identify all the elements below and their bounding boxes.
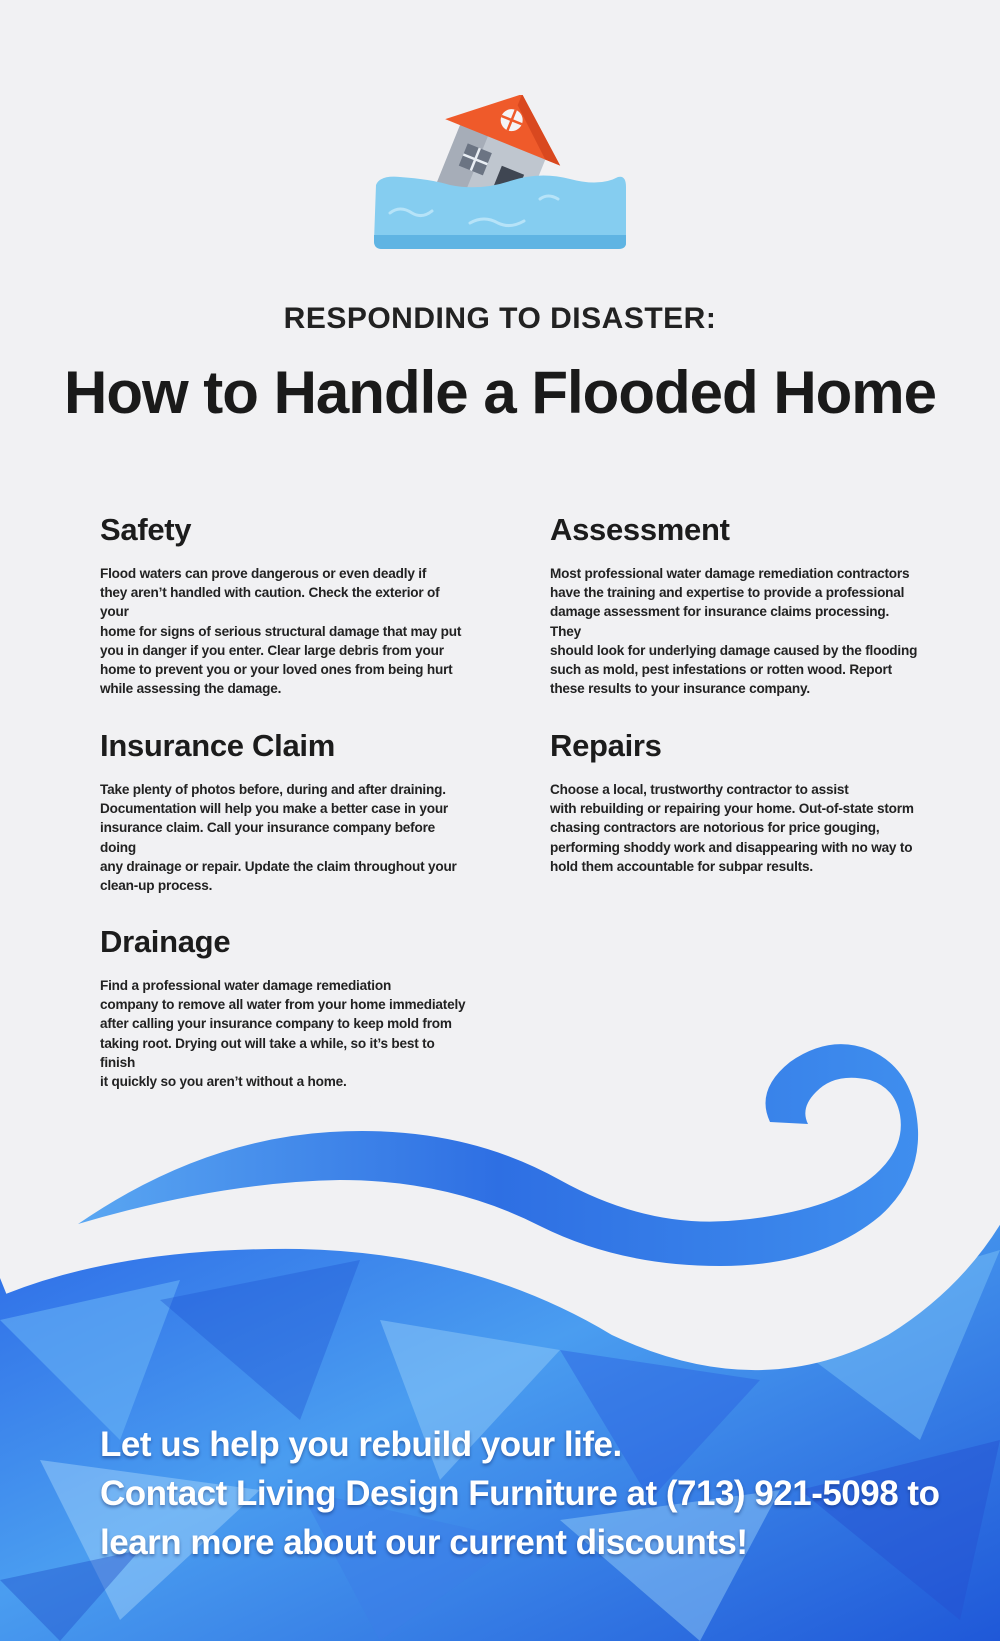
body-line: while assessing the damage.	[100, 681, 282, 697]
body-line: Find a professional water damage remediation	[100, 978, 392, 993]
body-line: home for signs of serious structural damage that may put	[100, 623, 462, 639]
section-heading: Repairs	[550, 728, 662, 763]
body-line: you in danger if you enter. Clear large debris from your	[100, 642, 444, 658]
body-line: it quickly so you aren’t without a home.	[100, 1074, 347, 1090]
flooded-house-icon	[370, 95, 630, 265]
section-repairs	[550, 728, 920, 876]
body-line: Take plenty of photos before, during and after draining.	[100, 782, 446, 797]
body-line: taking root. Drying out will take a while, so it’s best to finish	[100, 1035, 435, 1070]
page-kicker: RESPONDING TO DISASTER:	[283, 302, 717, 335]
body-line: these results to your insurance company.	[550, 681, 810, 697]
body-line: Documentation will help you make a better case in your	[100, 801, 449, 817]
body-line: Choose a local, trustworthy contractor to assist	[550, 782, 849, 797]
call-to-action	[100, 1420, 960, 1567]
body-line: after calling your insurance company to keep mold from	[100, 1016, 452, 1032]
body-line: company to remove all water from your home immediately	[100, 997, 466, 1013]
section-assessment	[550, 512, 920, 698]
section-insurance-claim	[100, 728, 470, 895]
page-title: How to Handle a Flooded Home	[63, 359, 937, 426]
body-line: chasing contractors are notorious for price gouging,	[550, 820, 880, 836]
section-body	[100, 564, 470, 698]
section-heading: Safety	[100, 512, 192, 547]
section-heading: Insurance Claim	[100, 728, 335, 763]
body-line: hold them accountable for subpar results.	[550, 858, 813, 874]
body-line: insurance claim. Call your insurance company before doing	[100, 820, 436, 855]
body-line: home to prevent you or your loved ones from being hurt	[100, 662, 453, 678]
cta-line: Contact Living Design Furniture at (713) 921-5098 to	[100, 1474, 940, 1513]
section-heading: Assessment	[550, 512, 730, 547]
cta-line: Let us help you rebuild your life.	[100, 1425, 622, 1464]
body-line: have the training and expertise to provide a professional	[550, 585, 905, 601]
section-body	[550, 780, 920, 876]
body-line: with rebuilding or repairing your home. Out-of-state storm	[550, 801, 914, 817]
cta-line: learn more about our current discounts!	[100, 1523, 748, 1562]
body-line: any drainage or repair. Update the claim throughout your	[100, 858, 457, 874]
body-line: clean-up process.	[100, 878, 213, 894]
section-safety	[100, 512, 470, 698]
body-line: Most professional water damage remediation contractors	[550, 566, 910, 581]
section-body	[550, 564, 920, 698]
body-line: performing shoddy work and disappearing with no way to	[550, 839, 913, 855]
body-line: such as mold, pest infestations or rotten wood. Report	[550, 662, 892, 678]
section-heading: Drainage	[100, 924, 231, 959]
section-body	[100, 780, 470, 895]
body-line: damage assessment for insurance claims processing. They	[550, 604, 890, 639]
body-line: should look for underlying damage caused by the flooding	[550, 642, 918, 658]
body-line: Flood waters can prove dangerous or even deadly if	[100, 566, 427, 581]
body-line: they aren’t handled with caution. Check the exterior of your	[100, 585, 440, 620]
